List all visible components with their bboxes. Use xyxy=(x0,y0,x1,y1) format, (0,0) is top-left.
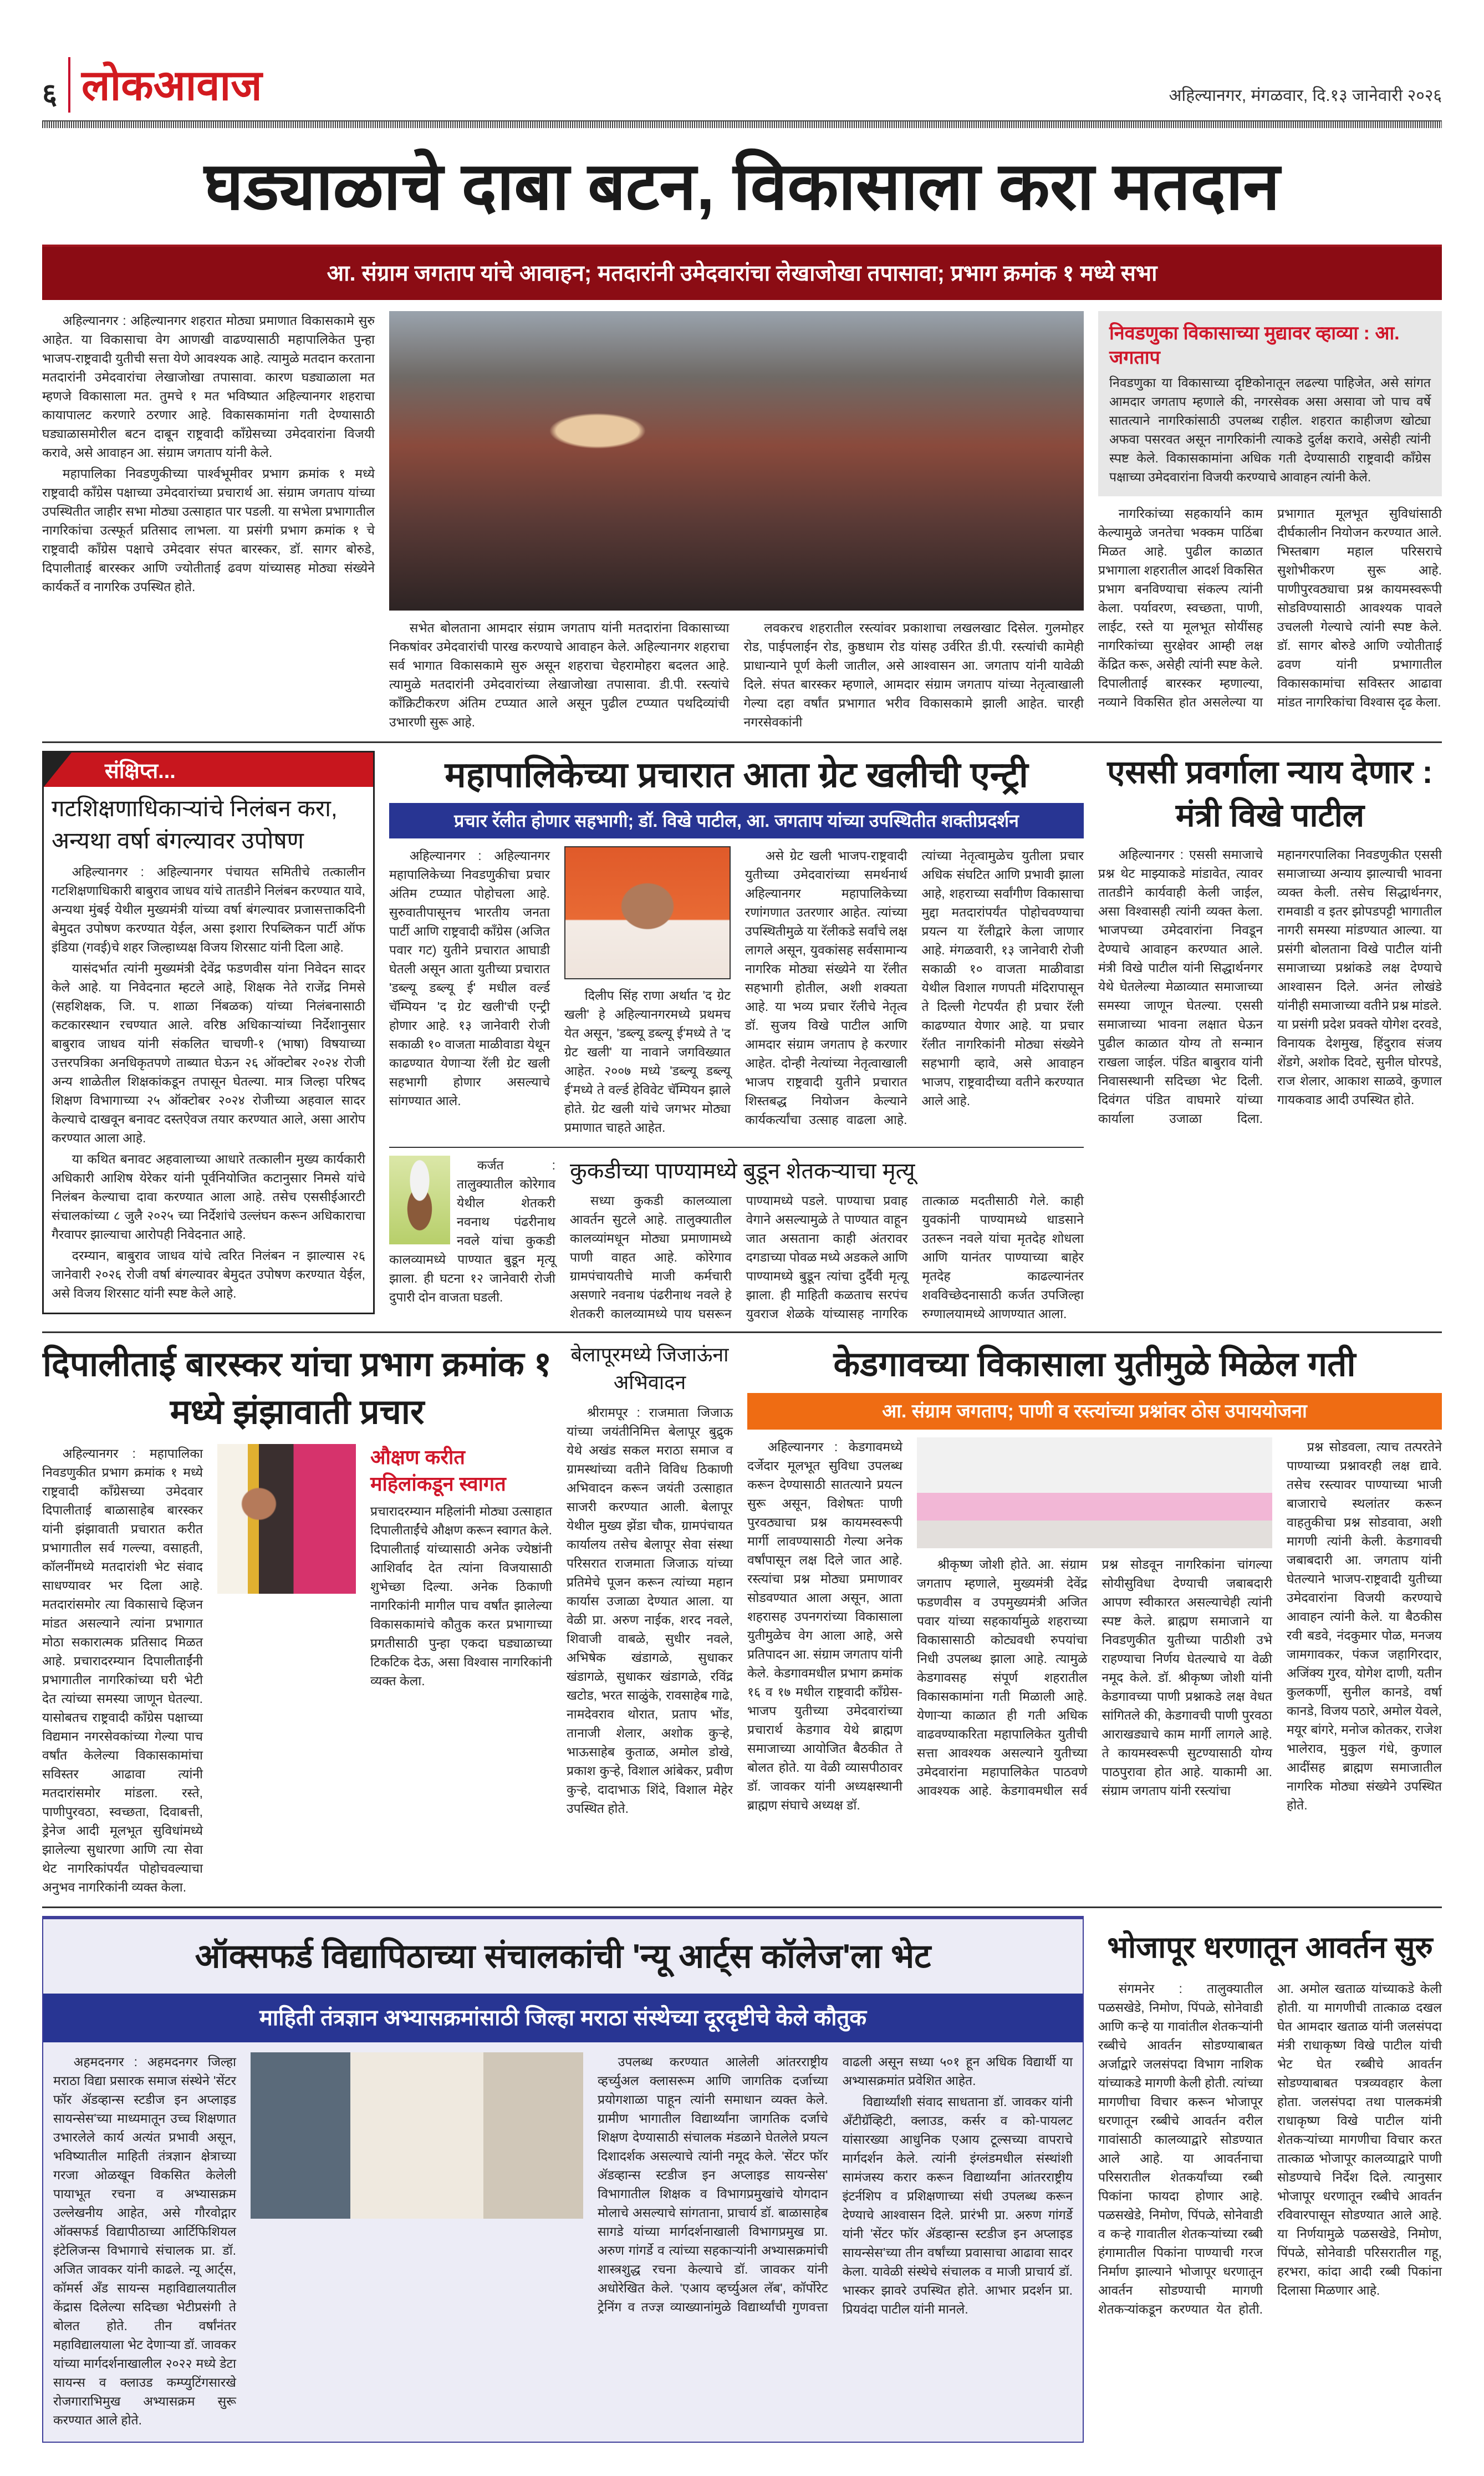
lead-center-column xyxy=(389,311,1084,734)
farmer-body xyxy=(570,1191,1084,1324)
newspaper-logo: लोकआवाज xyxy=(81,62,262,109)
oxford-strap: माहिती तंत्रज्ञान अभ्यासक्रमांसाठी जिल्हा मराठा संस्थेच्या दूरदृष्टीचे केले कौतुक xyxy=(43,1994,1083,2042)
section-rule xyxy=(42,1906,1442,1908)
lead-right-columns xyxy=(1098,504,1442,713)
dipali-body-left xyxy=(42,1444,203,1899)
belapur-column xyxy=(567,1341,733,1820)
masthead-rule xyxy=(42,120,1442,128)
brief-paragraph: दरम्यान, बाबुराव जाधव यांचे त्वरित निलंबन न झाल्यास २६ जानेवारी २०२६ रोजी वर्षा बंगल्यावर बेमुदत उपोषण करण्यात येईल, असे विजय शिरसाट यांनी स्पष्ट केले आहे. xyxy=(52,1248,365,1300)
lead-paragraph: सभेत बोलताना आमदार संग्राम जगताप यांनी मतदारांना विकासाच्या निकषांवर उमेदवारांची पारख करण्याचे आवाहन केले. अहिल्यानगर शहराचा सर्व भागात विकासकामे सुरु असून शहराचा चेहरामोहरा बदलत आहे. त्यामुळे मतदारांनी उमेदवारांच्या लेखाजोखा तपासावा. डी.पी. रस्त्यांचे काँक्रिटीकरण अंतिम टप्प्यात आले असून पुढील टप्प्यात पथदिव्यांची उभारणी सुरू आहे. xyxy=(389,621,730,729)
farmer-portrait-photo xyxy=(389,1156,450,1244)
farmer-paragraph: सध्या कुकडी कालव्याला आवर्तन सुटले आहे. तालुक्यातील कालव्यांमधून मोठ्या प्रमाणामध्ये पाणी वाहत आहे. कोरेगाव ग्रामपंचायतीचे माजी कर्मचारी असणारे नवनाथ पंढरीनाथ नवले हे शेतकरी कालव्यामध्ये पाय घसरून पाण्यामध्ये पडले. पाण्याचा प्रवाह वेगाने असल्यामुळे ते पाण्यात वाहून जात असताना काही अंतरावर दगडाच्या पोवळ मध्ये अडकले आणि पाण्यामध्ये बुडून त्यांचा दुर्दैवी मृत्यू झाला. ही माहिती कळताच सरपंच युवराज शेळके यांच्यासह नागरिक तात्काळ मदतीसाठी गेले. काही युवकांनी पाण्यामध्ये धाडसाने उतरून नवले यांचा मृतदेह शोधला आणि यानंतर पाण्याच्या बाहेर मृतदेह काढल्यानंतर शवविच्छेदनासाठी कर्जत उपजिल्हा रुग्णालयामध्ये आणण्यात आला. xyxy=(570,1193,1084,1321)
dipali-sidebar-title: औक्षण करीत महिलांकडून स्वागत xyxy=(370,1446,506,1496)
kedgaon-body-mid xyxy=(917,1555,1272,1801)
khali-farmer-column xyxy=(389,751,1084,1324)
brief-headline: गटशिक्षणाधिकाऱ्यांचे निलंबन करा, अन्यथा वर्षा बंगल्यावर उपोषण xyxy=(52,795,338,853)
brief-body xyxy=(44,862,373,1313)
bottom-band xyxy=(42,1916,1442,2443)
oxford-paragraph: अहमदनगर : अहमदनगर जिल्हा मराठा विद्या प्रसारक समाज संस्थेने 'सेंटर फॉर ॲडव्हान्स स्टडीज इन अप्लाइड सायन्सेस'च्या माध्यमातून उच्च शिक्षणात उभारलेले कार्य अत्यंत प्रभावी असून, भविष्यातील माहिती तंत्रज्ञान क्षेत्राच्या गरजा ओळखून विकसित केलेली पायाभूत रचना व अभ्यासक्रम उल्लेखनीय आहेत, असे गौरवोद्गार ऑक्सफर्ड विद्यापीठाच्या आर्टिफिशियल इंटेलिजन्स विभागाचे संचालक प्रा. डॉ. अजित जावकर यांनी काढले. न्यू आर्ट्स, कॉमर्स अँड सायन्स महाविद्यालयातील केंद्रास दिलेल्या सदिच्छा भेटीप्रसंगी ते बोलत होते. तीन वर्षांनंतर महाविद्यालयाला भेट देणाऱ्या डॉ. जावकर यांच्या मार्गदर्शनाखालील २०२२ मध्ये डेटा सायन्स व क्लाउड कम्प्युटिंगसारखे रोजगाराभिमुख अभ्यासक्रम सुरू करण्यात आले होते. xyxy=(53,2055,236,2428)
farmer-lead-column xyxy=(389,1156,555,1309)
kedgaon-body-right xyxy=(1287,1437,1442,1817)
khali-body-row xyxy=(389,846,1084,1139)
lead-paragraph: अहिल्यानगर : अहिल्यानगर शहरात मोठ्या प्रमाणात विकासकामे सुरु आहेत. या विकासाचा वेग आणखी वाढण्यासाठी महापालिकेत पुन्हा भाजप-राष्ट्रवादी युतीची सत्ता येणे आवश्यक आहे. त्यामुळे मतदान करताना मतदारांनी उमेदवारांचा लेखाजोखा तपासावा. कारण घड्याळाला मत म्हणजे विकासाला मत. तुमचे १ मत भविष्यात अहिल्यानगर शहराचा कायापालट करणारे ठरणार आहे. विकासकामांना गती देण्यासाठी घड्याळासमोरील बटन दाबून राष्ट्रवादी काँग्रेसच्या उमेदवारांना विजयी करावे, असे आवाहन आ. संग्राम जगताप यांनी केले. xyxy=(42,313,375,460)
oxford-paragraph: उपलब्ध करण्यात आलेली आंतरराष्ट्रीय व्हर्च्युअल क्लासरूम आणि जागतिक दर्जाच्या प्रयोगशाळा पाहून त्यांनी समाधान व्यक्त केले. ग्रामीण भागातील विद्यार्थ्यांना जागतिक दर्जाचे शिक्षण देण्यासाठी संचालक मंडळाने घेतलेले प्रयत्न दिशादर्शक असल्याचे त्यांनी नमूद केले. 'सेंटर फॉर ॲडव्हान्स स्टडीज इन अप्लाइड सायन्सेस' विभागातील शिक्षक व विभागप्रमुखांचे योगदान मोलाचे असल्याचे सांगताना, प्राचार्य डॉ. बाळासाहेब सागडे यांच्या मार्गदर्शनाखाली विभागप्रमुख प्रा. अरुण गांगर्डे व त्यांच्या सहकाऱ्यांनी अभ्यासक्रमांची शास्त्रशुद्ध रचना केल्याचे डॉ. जावकर यांनी अधोरेखित केले. 'एआय व्हर्च्युअल लॅब', कॉर्पोरेट ट्रेनिंग व तज्ज्ञ व्याख्यानांमुळे विद्यार्थ्यांची गुणवत्ता वाढली असून सध्या ५०१ हून अधिक विद्यार्थी या अभ्यासक्रमांत प्रवेशित आहेत. xyxy=(598,2055,1073,2315)
page-number: ६ xyxy=(42,78,58,110)
khali-strap: प्रचार रॅलीत होणार सहभागी; डॉ. विखे पाटील, आ. जगताप यांच्या उपस्थितीत शक्तीप्रदर्शन xyxy=(389,803,1084,838)
lead-paragraph: लवकरच शहरातील रस्त्यांवर प्रकाशाचा लखलखाट दिसेल. गुलमोहर रोड, पाईपलाईन रोड, कुष्ठधाम रोड यांसह उर्वरित डी.पी. रस्त्यांची कामेही प्राधान्याने पूर्ण केली जातील, असे आश्वासन आ. जगताप यांनी यावेळी दिले. संपत बारस्कर म्हणाले, आमदार संग्राम जगताप यांच्या नेतृत्वाखाली गेल्या दहा वर्षांत प्रभागात भरीव विकासकामे झाली आहेत. चारही नगरसेवकांनी xyxy=(743,621,1084,729)
great-khali-photo xyxy=(564,846,731,979)
belapur-headline: बेलापूरमध्ये जिजाऊंना अभिवादन xyxy=(570,1343,729,1394)
kedgaon-paragraph: प्रश्न सोडवला, त्याच तत्परतेने पाण्याच्या प्रश्नावरही लक्ष द्यावे. तसेच रस्त्यावर पाण्याच्या भाजी बाजाराचे स्थलांतर करून वाहतुकीचा प्रश्न सोडवावा, अशी मागणी त्यांनी केली. केडगावची जबाबदारी आ. जगताप यांनी घेतल्याने भाजप-राष्ट्रवादी युतीच्या उमेदवारांना विजयी करण्याचे आवाहन त्यांनी केले. या बैठकीस रवी बडवे, नंदकुमार पोळ, मनजय जामगावकर, पंकज जहागिरदार, अजिंक्य गुरव, योगेश दाणी, यतीन कुलकर्णी, सुनील कानडे, वर्षा कानडे, विजय पठारे, अमोल येवले, मयूर बांगरे, मनोज कोतकर, राजेश भालेराव, मुकुल गंधे, कुणाल आदींसह ब्राह्मण समाजातील नागरिक मोठ्या संख्येने उपस्थित होते. xyxy=(1287,1440,1442,1813)
kedgaon-strap: आ. संग्राम जगताप; पाणी व रस्त्यांच्या प्रश्नांवर ठोस उपाययोजना xyxy=(747,1393,1442,1430)
oxford-headline: ऑक्सफर्ड विद्यापिठाच्या संचालकांची 'न्यू आर्ट्स कॉलेज'ला भेट xyxy=(195,1938,931,1975)
oxford-body-row xyxy=(43,2042,1083,2442)
farmer-row xyxy=(389,1156,1084,1324)
bhojapur-paragraph: संगमनेर : तालुक्यातील पळसखेडे, निमोण, पिंपळे, सोनेवाडी आणि कऱ्हे या गावांतील शेतकऱ्यांनी रब्बीचे आवर्तन सोडण्याबाबत अर्जाद्वारे जलसंपदा विभाग नाशिक यांच्याकडे मागणी केली होती. त्यांच्या मागणीचा विचार करून भोजापूर धरणातून रब्बीचे आवर्तन वरील गावांसाठी कालव्याद्वारे सोडण्यात आले आहे. या आवर्तनाचा परिसरातील शेतकर्यांच्या रब्बी पिकांना फायदा होणार आहे. पळसखेडे, निमोण, पिंपळे, सोनेवाडी व कऱ्हे गावातील शेतकऱ्यांच्या रब्बी हंगामातील पिकांना पाण्याची गरज निर्माण झाल्याने भोजापूर धरणातून आवर्तन सोडण्याची मागणी शेतकऱ्यांकडून करण्यात येत होती. आ. अमोल खताळ यांच्याकडे केली होती. या मागणीची तात्काळ दखल घेत आमदार खताळ यांनी जलसंपदा मंत्री राधाकृष्ण विखे पाटील यांची भेट घेत रब्बीचे आवर्तन सोडण्याबाबत पत्रव्यवहार केला होता. जलसंपदा तथा पालकमंत्री राधाकृष्ण विखे पाटील यांनी शेतकऱ्यांच्या मागणीचा विचार करत तात्काळ भोजापूर कालव्याद्वारे पाणी सोडण्याचे निर्देश दिले. त्यानुसार भोजापूर धरणातून रब्बीचे आवर्तन रविवारपासून सोडण्यात आले आहे. या निर्णयामुळे पळसखेडे, निमोण, पिंपळे, सोनेवाडी परिसरातील गहू, हरभरा, कांदा आदी रब्बी पिकांना दिलासा मिळणार आहे. xyxy=(1098,1981,1442,2317)
kedgaon-body-row xyxy=(747,1437,1442,1817)
khali-paragraph: असे ग्रेट खली भाजप-राष्ट्रवादी युतीच्या उमेदवारांच्या समर्थनार्थ अहिल्यानगर महापालिकेच्या रणांगणात उतरणार आहेत. त्यांच्या उपस्थितीमुळे या रॅलीकडे सर्वांचे लक्ष लागले असून, युवकांसह सर्वसामान्य नागरिक मोठ्या संख्येने या रॅलीत सहभागी होतील, अशी शक्यता आहे. या भव्य प्रचार रॅलीचे नेतृत्व डॉ. सुजय विखे पाटील आणि आमदार संग्राम जगताप हे करणार आहेत. दोन्ही नेत्यांच्या नेतृत्वाखाली भाजप राष्ट्रवादी युतीने प्रचारात शिस्तबद्ध नियोजन केल्याने कार्यकर्त्यांचा उत्साह वाढला आहे. त्यांच्या नेतृत्वामुळेच युतीला प्रचार अधिक संघटित आणि प्रभावी झाला आहे, शहराच्या सर्वांगीण विकासाचा मुद्दा मतदारांपर्यंत पोहोचवण्याचा प्रयत्न या रॅलीद्वारे केला जाणार आहे. मंगळवारी, १३ जानेवारी रोजी सकाळी १० वाजता माळीवाडा येथील विशाल गणपती मंदिरापासून ते दिल्ली गेटपर्यंत ही प्रचार रॅली काढण्यात येणार आहे. या प्रचार रॅलीत नागरिकांनी मोठ्या संख्येने सहभागी व्हावे, असे आवाहन भाजप, राष्ट्रवादीच्या वतीने करण्यात आले आहे. xyxy=(745,848,1084,1127)
brief-tab xyxy=(44,753,373,787)
oxford-classroom-photo xyxy=(251,2052,583,2219)
oxford-story-box xyxy=(42,1916,1084,2443)
khali-headline: महापालिकेच्या प्रचारात आता ग्रेट खलीची एन्ट्री xyxy=(445,755,1028,795)
sc-column xyxy=(1098,751,1442,1128)
masthead xyxy=(42,55,1442,120)
oxford-body-right xyxy=(598,2052,1073,2319)
khali-paragraph: अहिल्यानगर : अहिल्यानगर महापालिकेच्या निवडणुकीचा प्रचार अंतिम टप्प्यात पोहोचला आहे. सुरुवातीपासूनच भारतीय जनता पार्टी आणि राष्ट्रवादी काँग्रेस (अजित पवार गट) युतीने प्रचारात आघाडी घेतली असून आता युतीच्या प्रचारात 'डब्ल्यू डब्ल्यू ई' मधील वर्ल्ड चॅम्पियन 'द ग्रेट खली'ची एन्ट्री होणार आहे. १३ जानेवारी रोजी सकाळी १० वाजता माळीवाडा येथून काढण्यात येणाऱ्या रॅली ग्रेट खली सहभागी होणार असल्याचे सांगण्यात आले. xyxy=(389,848,550,1108)
farmer-lead-text: कर्जत : तालुक्यातील कोरेगाव येथील शेतकरी नवनाथ पंढरीनाथ नवले यांचा कुकडी कालव्यामध्ये पाण्यात बुडून मृत्यू झाला. ही घटना १२ जानेवारी रोजी दुपारी दोन वाजता घडली. xyxy=(389,1158,555,1304)
lead-body-bottom xyxy=(389,618,1084,734)
khali-body-mid xyxy=(564,986,731,1137)
kedgaon-paragraph: अहिल्यानगर : केडगावमध्ये दर्जेदार मूलभूत सुविधा उपलब्ध करून देण्यासाठी सातत्याने प्रयत्न सुरू असून, विशेषतः पाणी पुरवठ्याचा प्रश्न कायमस्वरूपी मार्गी लावण्यासाठी गेल्या अनेक वर्षांपासून लक्ष दिले जात आहे. रस्त्यांचा प्रश्न मोठ्या प्रमाणावर सोडवण्यात आला असून, आता शहरासह उपनगरांच्या विकासाला युतीमुळेच वेग आला आहे, असे प्रतिपादन आ. संग्राम जगताप यांनी केले. केडगावमधील प्रभाग क्रमांक १६ व १७ मधील राष्ट्रवादी काँग्रेस-भाजप युतीच्या उमेदवारांच्या प्रचारार्थ केडगाव येथे ब्राह्मण समाजाच्या आयोजित बैठकीत ते बोलत होते. या वेळी व्यासपीठावर डॉ. जावकर यांनी अध्यक्षस्थानी ब्राह्मण संघाचे अध्यक्ष डॉ. xyxy=(747,1440,903,1813)
kedgaon-stage-photo xyxy=(917,1437,1272,1548)
bhojapur-headline: भोजापूर धरणातून आवर्तन सुरु xyxy=(1107,1931,1433,1965)
lead-strap: आ. संग्राम जगताप यांचे आवाहन; मतदारांनी उमेदवारांचा लेखाजोखा तपासावा; प्रभाग क्रमांक १ मध्ये सभा xyxy=(42,245,1442,300)
sc-body xyxy=(1098,845,1442,1128)
middle-band xyxy=(42,751,1442,1324)
dipali-sidebar xyxy=(370,1444,552,1692)
women-welcome-photo xyxy=(217,1444,356,1594)
dipali-sidebar-body xyxy=(370,1502,552,1690)
brief-paragraph: यासंदर्भात त्यांनी मुख्यमंत्री देवेंद्र फडणवीस यांना निवेदन सादर केले आहे. या निवेदनात म्हटले आहे, शिक्षक नेते राजेंद्र निमसे (सहशिक्षक, जि. प. शाळा निंबळक) यांच्या निलंबनासाठी कटकारस्थान रचण्यात आले. वरिष्ठ अधिकाऱ्यांच्या निर्देशानुसार बाबुराव जाधव यांनी संकलित चाचणी-१ (भाषा) विषयाच्या उत्तरपत्रिका अनधिकृतपणे ताब्यात घेऊन २६ ऑक्टोबर २०२४ रोजी अन्य शाळेतील शिक्षकांकडून तपासून घेतल्या. मात्र जिल्हा परिषद शिक्षण विभागाच्या २५ ऑक्टोबर २०२४ रोजीच्या अहवाल सादर केल्याचे दाखवून बनावट दस्तऐवज तयार करण्यात आले, असा आरोप करण्यात आला आहे. xyxy=(52,961,365,1145)
lead-body-columns xyxy=(42,311,375,596)
lead-left-column xyxy=(42,311,375,598)
rally-crowd-photo xyxy=(389,311,1084,611)
khali-body-left xyxy=(389,846,550,1112)
section-rule xyxy=(389,1147,1084,1148)
farmer-headline: कुकडीच्या पाण्यामध्ये बुडून शेतकऱ्याचा मृत्यू xyxy=(570,1159,915,1183)
dipali-body-row xyxy=(42,1444,552,1899)
sc-headline: एससी प्रवर्गाला न्याय देणार : मंत्री विखे पाटील xyxy=(1107,754,1433,833)
dipali-column xyxy=(42,1341,552,1899)
lead-infobox xyxy=(1098,311,1442,496)
lead-paragraph: महापालिका निवडणुकीच्या पार्श्वभूमीवर प्रभाग क्रमांक १ मध्ये राष्ट्रवादी काँग्रेस पक्षाच्या उमेदवारांच्या प्रचारार्थ आ. संग्राम जगताप यांच्या उपस्थितीत जाहीर सभा मोठ्या उत्साहात पार पडली. या सभेला प्रभागातील नागरिकांचा उत्स्फूर्त प्रतिसाद लाभला. या प्रसंगी प्रभाग क्रमांक १ चे राष्ट्रवादी काँग्रेस पक्षाचे उमेदवार संपत बारस्कर, डॉ. सागर बोरुडे, दिपालीताई बारस्कर आणि ज्योतीताई ढवण यांच्यासह मोठ्या संख्येने कार्यकर्ते व नागरिक उपस्थित होते. xyxy=(42,466,375,594)
belapur-body xyxy=(567,1403,733,1818)
khali-body-right xyxy=(745,846,1084,1129)
bhojapur-body xyxy=(1098,1979,1442,2319)
infobox-text: निवडणुका या विकासाच्या दृष्टिकोनातून लढल्या पाहिजेत, असे सांगत आमदार जगताप म्हणाले की, नगरसेवक असा असावा जो पाच वर्षे सातत्याने नागरिकांसाठी उपलब्ध राहील. शहरात काहीजण खोट्या अफवा पसरवत असून नागरिकांनी त्याकडे दुर्लक्ष करावे, असेही त्यांनी स्पष्ट केले. विकासकामांना अधिक गती देण्यासाठी राष्ट्रवादी काँग्रेस पक्षाच्या उमेदवारांना विजयी करण्याचे आवाहन त्यांनी केले. xyxy=(1109,375,1431,484)
bhojapur-column xyxy=(1098,1916,1442,2319)
kedgaon-body-left xyxy=(747,1437,902,1817)
khali-paragraph: दिलीप सिंह राणा अर्थात 'द ग्रेट खली' हे अहिल्यानगरमध्ये प्रथमच येत असून, 'डब्ल्यू डब्ल्यू ई'मध्ये ते 'द ग्रेट खली' या नावाने जगविख्यात आहेत. २००७ मध्ये 'डब्ल्यू डब्ल्यू ई'मध्ये ते वर्ल्ड हेविवेट चॅम्पियन झाले होते. ग्रेट खली यांचे जगभर मोठ्या प्रमाणात चाहते आहेत. xyxy=(564,988,731,1135)
lead-story-row xyxy=(42,311,1442,734)
belapur-paragraph: श्रीरामपूर : राजमाता जिजाऊ यांच्या जयंतीनिमित्त बेलापूर बुद्रुक येथे अखंड सकल मराठा समाज व ग्रामस्थांच्या वतीने विविध ठिकाणी अभिवादन करून जयंती उत्साहात साजरी करण्यात आली. बेलापूर येथील मुख्य झेंडा चौक, ग्रामपंचायत कार्यालय तसेच बेलापूर सेवा संस्था परिसरात राजमाता जिजाऊ यांच्या प्रतिमेचे पूजन करून त्यांच्या महान कार्यास उजाळा देण्यात आला. या वेळी प्रा. अरुण नाईक, शरद नवले, शिवाजी वाबळे, सुधीर नवले, अभिषेक खंडागळे, सुधाकर खंडागळे, सुधाकर खंडागळे, रविंद्र खटोड, भरत साळुंके, रावसाहेब गाढे, नामदेवराव थोरात, प्रताप भोंड, तानाजी शेलार, अशोक कुऱ्हे, भाऊसाहेब कुताळ, अमोल डोखे, प्रकाश कुऱ्हे, विशाल आंबेकर, प्रवीण कुऱ्हे, दादाभाऊ शिंदे, विशाल मेहेर उपस्थित होते. xyxy=(567,1405,733,1816)
kedgaon-column xyxy=(747,1341,1442,1817)
lower-band xyxy=(42,1341,1442,1899)
kedgaon-mid-column xyxy=(917,1437,1272,1801)
oxford-paragraph: विद्यार्थ्यांशी संवाद साधताना डॉ. जावकर यांनी अँटीग्रॅव्हिटी, क्लाउड, कर्सर व को-पायलट यांसारख्या आधुनिक एआय टूल्सच्या वापराचे मार्गदर्शन केले. त्यांनी इंग्लंडमधील संस्थांशी सामंजस्य करार करून विद्यार्थ्यांना आंतरराष्ट्रीय इंटर्नशिप व प्रशिक्षणाच्या संधी उपलब्ध करून देण्याचे आश्वासन दिले. प्रारंभी प्रा. अरुण गांगर्डे यांनी 'सेंटर फॉर ॲडव्हान्स स्टडीज इन अप्लाइड सायन्सेस'च्या तीन वर्षांच्या प्रवासाचा आढावा सादर केला. यावेळी संस्थेचे संचालक व माजी प्राचार्य डॉ. भास्कर झावरे उपस्थित होते. आभार प्रदर्शन प्रा. प्रियवंदा पाटील यांनी मानले. xyxy=(842,2094,1073,2317)
section-rule xyxy=(42,1331,1442,1333)
dipali-paragraph: अहिल्यानगर : महापालिका निवडणुकीत प्रभाग क्रमांक १ मध्ये राष्ट्रवादी काँग्रेसच्या उमेदवार दिपालीताई बाळासाहेब बारस्कर यांनी झंझावाती प्रचारात करीत प्रभागातील सर्व गल्ल्या, वसाहती, कॉलनींमध्ये मतदारांशी भेट संवाद साधण्यावर भर दिला आहे. मतदारांसमोर त्या विकासाचे व्हिजन मांडत असल्याने त्यांना प्रभागात मोठा सकारात्मक प्रतिसाद मिळत आहे. प्रचारादरम्यान दिपालीताईंनी प्रभागातील नागरिकांच्या घरी भेटी देत त्यांच्या समस्या जाणून घेतल्या. यासोबतच राष्ट्रवादी काँग्रेस पक्षाच्या विद्यमान नगरसेवकांच्या गेल्या पाच वर्षांत केलेल्या विकासकामांचा सविस्तर आढावा त्यांनी मतदारांसमोर मांडला. रस्ते, पाणीपुरवठा, स्वच्छता, दिवाबत्ती, ड्रेनेज आदी मूलभूत सुविधांमध्ये झालेल्या सुधारणा आणि त्या सेवा थेट नागरिकांपर्यंत पोहोचवल्याचा अनुभव नागरिकांनी व्यक्त केला. xyxy=(42,1446,203,1895)
brief-paragraph: या कथित बनावट अहवालाच्या आधारे तत्कालीन मुख्य कार्यकारी अधिकारी आशिष येरेकर यांनी पूर्वनियोजित कटानुसार निमसे यांचे निलंबन केल्याचा दावा करण्यात आला आहे. तसेच एससीईआरटी संचालकांच्या ८ जुलै २०२५ च्या निर्देशांचे उल्लंघन करून अधिकाराचा गैरवापर झाल्याचा आरोपही निवेदनात आहे. xyxy=(52,1152,365,1242)
kedgaon-headline: केडगावच्या विकासाला युतीमुळे मिळेल गती xyxy=(833,1345,1356,1384)
dipali-sidebar-text: प्रचारादरम्यान महिलांनी मोठ्या उत्साहात दिपालीताईंचे औक्षण करून स्वागत केले. दिपालीताई यांच्यासाठी अनेक ज्येष्ठांनी आशिर्वाद देत त्यांना विजयासाठी शुभेच्छा दिल्या. अनेक ठिकाणी नागरिकांनी मागील पाच वर्षांत झालेल्या विकासकामांचे कौतुक करत प्रभागाच्या प्रगतीसाठी पुन्हा एकदा घड्याळाच्या टिकटिक देऊ, असा विश्वास नागरिकांनी व्यक्त केला. xyxy=(370,1504,552,1689)
dipali-headline: दिपालीताई बारस्कर यांचा प्रभाग क्रमांक १ मध्ये झंझावाती प्रचार xyxy=(42,1345,552,1432)
lead-right-column xyxy=(1098,311,1442,713)
brief-box xyxy=(42,751,375,1314)
oxford-body-left xyxy=(53,2052,236,2432)
section-rule xyxy=(42,741,1442,743)
dateline: अहिल्यानगर, मंगळवार, दि.१३ जानेवारी २०२६ xyxy=(1169,87,1442,105)
lead-right-paragraph: नागरिकांच्या सहकार्याने काम केल्यामुळे जनतेचा भक्कम पाठिंबा मिळत आहे. पुढील काळात प्रभागाला शहरातील आदर्श विकसित प्रभाग बनविण्याचा संकल्प त्यांनी केला. पर्यावरण, स्वच्छता, पाणी, लाईट, रस्ते या मूलभूत सोयींसह नागरिकांच्या सुरक्षेवर आम्ही लक्ष केंद्रित करू, असेही त्यांनी स्पष्ट केले. दिपालीताई बारस्कर म्हणाल्या, नव्याने विकसित होत असलेल्या या प्रभागात मूलभूत सुविधांसाठी दीर्घकालीन नियोजन करण्यात आले. भिस्तबाग महाल परिसराचे सुशोभीकरण सुरू आहे. पाणीपुरवठ्याचा प्रश्न कायमस्वरूपी सोडविण्यासाठी आवश्यक पावले उचलली गेल्याचे त्यांनी स्पष्ट केले. डॉ. सागर बोरुडे आणि ज्योतीताई ढवण यांनी प्रभागातील विकासकामांचा सविस्तर आढावा मांडत नागरिकांचा विश्वास दृढ केला. xyxy=(1098,506,1442,709)
lead-headline: घड्याळाचे दाबा बटन, विकासाला करा मतदान xyxy=(204,149,1280,223)
sc-paragraph: अहिल्यानगर : एससी समाजाचे प्रश्न थेट माझ्याकडे मांडावेत, त्यावर तातडीने कार्यवाही केली जाईल, असा विश्वासही त्यांनी व्यक्त केला. भाजपच्या उमेदवारांना निवडून देण्याचे आवाहन करण्यात आले. मंत्री विखे पाटील यांनी सिद्धार्थनगर येथे घेतलेल्या मेळाव्यात समाजाच्या समस्या जाणून घेतल्या. एससी समाजाच्या भावना लक्षात घेऊन पुढील काळात योग्य तो सन्मान राखला जाईल. पंडित बाबुराव यांनी निवासस्थानी सदिच्छा भेट दिली. दिवंगत पंडित वाघमारे यांच्या कार्याला उजाळा दिला. महानगरपालिका निवडणुकीत एससी समाजाच्या अन्याय झाल्याची भावना व्यक्त केली. तसेच सिद्धार्थनगर, रामवाडी व इतर झोपडपट्टी भागातील नागरी समस्या मांडण्यात आल्या. या प्रसंगी बोलताना विखे पाटील यांनी समाजाच्या प्रश्नांकडे लक्ष देण्याचे आश्वासन दिले. अनंत लोखंडे यांनीही समाजाच्या वतीने प्रश्न मांडले. या प्रसंगी प्रदेश प्रवक्ते योगेश दरवडे, विनायक देशमुख, हिंदुराव संजय शेंडगे, अशोक दिवटे, सुनील घोरपडे, राज शेलार, आकाश साळवे, कुणाल गायकवाड आदी उपस्थित होते. xyxy=(1098,847,1442,1126)
khali-mid-column xyxy=(564,846,731,1139)
brief-tag: संक्षिप्त... xyxy=(105,760,176,783)
brief-paragraph: अहिल्यानगर : अहिल्यानगर पंचायत समितीचे तत्कालीन गटशिक्षणाधिकारी बाबुराव जाधव यांचे तातडीने निलंबन करण्यात यावे, अन्यथा मुंबई येथील मुख्यमंत्री यांच्या वर्षा बंगल्यावर प्रजासत्ताकदिनी बेमुदत उपोषण करण्यात येईल, असा इशारा रिपब्लिकन पार्टी ऑफ इंडिया (गवई)चे शहर जिल्हाध्यक्ष विजय शिरसाट यांनी दिला आहे. xyxy=(52,865,365,954)
farmer-main-column xyxy=(570,1156,1084,1324)
infobox-title: निवडणुका विकासाच्या मुद्यावर व्हाव्या : आ. जगताप xyxy=(1109,323,1400,368)
kedgaon-paragraph: श्रीकृष्ण जोशी होते. आ. संग्राम जगताप म्हणाले, मुख्यमंत्री देवेंद्र फडणवीस व उपमुख्यमंत्री अजित पवार यांच्या सहकार्यामुळे शहराच्या विकासासाठी कोट्यवधी रुपयांचा निधी उपलब्ध झाला आहे. त्यामुळे केडगावसह संपूर्ण शहरातील विकासकामांना गती मिळाली आहे. येणाऱ्या काळात ही गती अधिक वाढवण्याकरिता महापालिकेत युतीची सत्ता आवश्यक असल्याने युतीच्या उमेदवारांना महापालिकेत पाठवणे आवश्यक आहे. केडगावमधील सर्व प्रश्न सोडवून नागरिकांना चांगल्या सोयीसुविधा देण्याची जबाबदारी आपण स्वीकारत असल्याचेही त्यांनी स्पष्ट केले. ब्राह्मण समाजाने या निवडणुकीत युतीच्या पाठीशी उभे राहण्याचा निर्णय घेतल्याचे या वेळी नमूद केले. डॉ. श्रीकृष्ण जोशी यांनी केडगावच्या पाणी प्रश्नाकडे लक्ष वेधत सांगितले की, केडगावची पाणी पुरवठा आराखड्याचे काम मार्गी लागले आहे. ते कायमस्वरूपी सुटण्यासाठी योग्य पाठपुरावा होत आहे. याकामी आ. संग्राम जगताप यांनी रस्त्यांचा xyxy=(917,1557,1272,1798)
masthead-divider xyxy=(68,57,70,113)
